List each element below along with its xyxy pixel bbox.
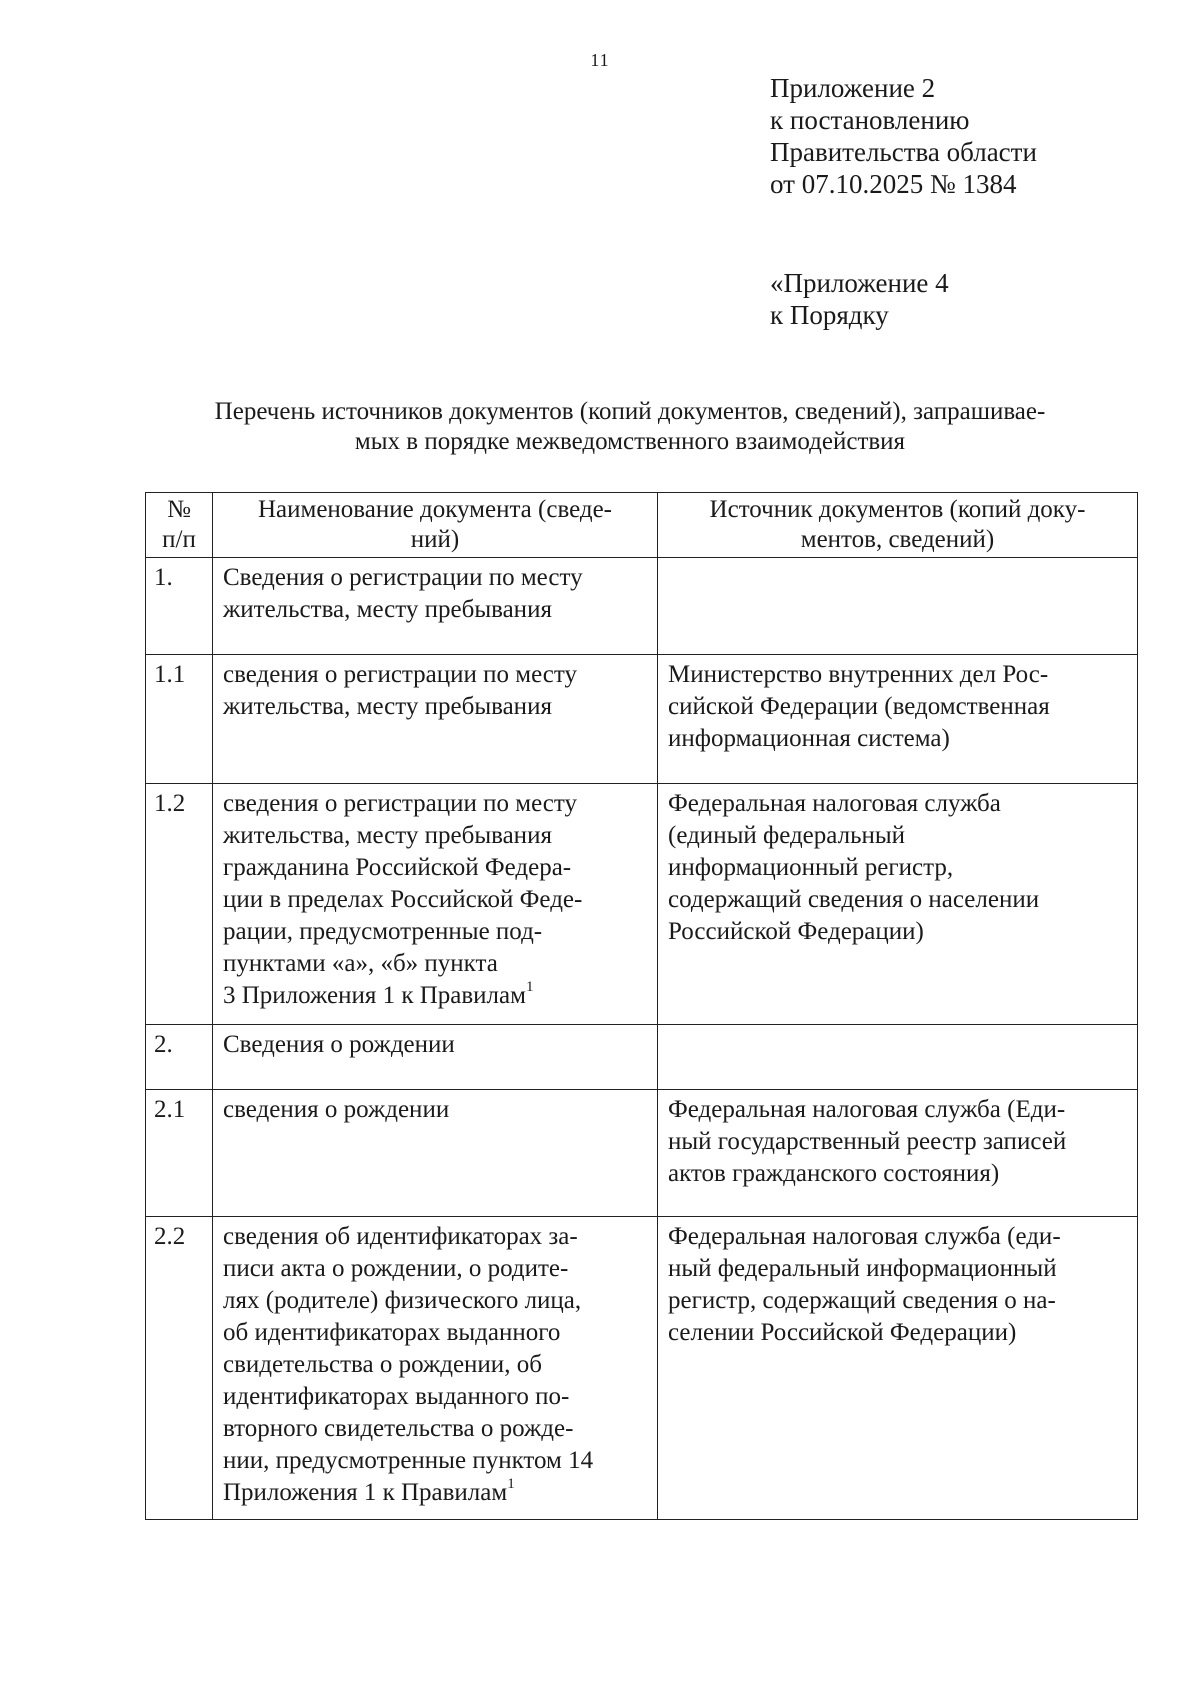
cell-line: Федеральная налоговая служба (Еди- bbox=[668, 1096, 1066, 1123]
cell-line: лях (родителе) физического лица, bbox=[223, 1287, 582, 1314]
cell-line: вторного свидетельства о рожде- bbox=[223, 1415, 574, 1442]
row-number: 1. bbox=[146, 558, 213, 655]
row-source bbox=[658, 1025, 1138, 1090]
cell-line: регистр, содержащий сведения о на- bbox=[668, 1287, 1056, 1314]
cell-line: жительства, месту пребывания bbox=[223, 596, 552, 623]
cell-text: 3 Приложения 1 к Правилам bbox=[223, 982, 526, 1009]
cell-line: гражданина Российской Федера- bbox=[223, 854, 572, 881]
row-document-name bbox=[213, 1025, 658, 1090]
row-source bbox=[658, 558, 1138, 655]
cell-line: нии, предусмотренные пунктом 14 bbox=[223, 1447, 594, 1474]
header-line: ний) bbox=[410, 526, 460, 553]
header-line: Наименование документа (сведе- bbox=[257, 496, 613, 523]
row-number: 1.2 bbox=[146, 784, 213, 1025]
cell-line: селении Российской Федерации) bbox=[668, 1319, 1017, 1346]
row-source bbox=[658, 1090, 1138, 1217]
cell-line: идентификаторах выданного по- bbox=[223, 1383, 570, 1410]
cell-line: актов гражданского состояния) bbox=[668, 1160, 1000, 1187]
header-number bbox=[146, 493, 213, 558]
cell-line: рации, предусмотренные под- bbox=[223, 918, 543, 945]
row-source bbox=[658, 784, 1138, 1025]
appendix-line: Приложение 2 bbox=[770, 73, 936, 103]
table-header-row bbox=[146, 493, 1138, 558]
appendix-line: от 07.10.2025 № 1384 bbox=[770, 169, 1017, 199]
table-row bbox=[146, 1090, 1138, 1217]
page-number: 11 bbox=[590, 50, 610, 70]
title-line: Перечень источников документов (копий документов, сведений), запрашивае- bbox=[214, 398, 1046, 425]
cell-line: Федеральная налоговая служба (еди- bbox=[668, 1223, 1061, 1250]
sources-table bbox=[145, 492, 1138, 1520]
cell-line: сведения об идентификаторах за- bbox=[223, 1223, 578, 1250]
cell-line: ции в пределах Российской Феде- bbox=[223, 886, 583, 913]
cell-line: свидетельства о рождении, об bbox=[223, 1351, 542, 1378]
row-source bbox=[658, 655, 1138, 784]
footnote-marker: 1 bbox=[507, 1476, 515, 1492]
cell-line: (единый федеральный bbox=[668, 822, 906, 849]
table-row bbox=[146, 558, 1138, 655]
row-source bbox=[658, 1217, 1138, 1520]
cell-line: сийской Федерации (ведомственная bbox=[668, 693, 1050, 720]
cell-line bbox=[223, 980, 647, 1012]
document-title bbox=[130, 397, 1130, 457]
cell-line: Министерство внутренних дел Рос- bbox=[668, 661, 1049, 688]
cell-line: содержащий сведения о населении bbox=[668, 886, 1040, 913]
header-document-name bbox=[213, 493, 658, 558]
row-number: 2.1 bbox=[146, 1090, 213, 1217]
table-row bbox=[146, 1217, 1138, 1520]
appendix-reference bbox=[770, 267, 949, 331]
cell-line: информационный регистр, bbox=[668, 854, 954, 881]
header-source bbox=[658, 493, 1138, 558]
header-line: ментов, сведений) bbox=[800, 526, 995, 553]
cell-line: сведения о регистрации по месту bbox=[223, 790, 577, 817]
cell-line: информационная система) bbox=[668, 725, 950, 752]
cell-line: писи акта о рождении, о родите- bbox=[223, 1255, 569, 1282]
row-number: 1.1 bbox=[146, 655, 213, 784]
cell-line: пунктами «а», «б» пункта bbox=[223, 950, 498, 977]
header-line: п/п bbox=[162, 526, 196, 553]
row-document-name bbox=[213, 655, 658, 784]
cell-line: жительства, месту пребывания bbox=[223, 693, 552, 720]
table-row bbox=[146, 1025, 1138, 1090]
cell-line: сведения о рождении bbox=[223, 1096, 450, 1123]
cell-line: ный федеральный информационный bbox=[668, 1255, 1057, 1282]
row-document-name bbox=[213, 784, 658, 1025]
row-document-name bbox=[213, 558, 658, 655]
cell-line: Сведения о регистрации по месту bbox=[223, 564, 583, 591]
appendix-header bbox=[770, 72, 1037, 200]
cell-line: Российской Федерации) bbox=[668, 918, 924, 945]
row-number: 2.2 bbox=[146, 1217, 213, 1520]
header-line: № bbox=[167, 496, 191, 523]
table-row bbox=[146, 655, 1138, 784]
footnote-marker: 1 bbox=[525, 979, 534, 995]
cell-line: Сведения о рождении bbox=[223, 1031, 455, 1058]
cell-line: жительства, месту пребывания bbox=[223, 822, 552, 849]
row-document-name bbox=[213, 1217, 658, 1520]
title-line: мых в порядке межведомственного взаимодействия bbox=[354, 428, 906, 455]
appendix-line: Правительства области bbox=[770, 137, 1037, 167]
cell-line bbox=[223, 1477, 647, 1509]
row-document-name bbox=[213, 1090, 658, 1217]
cell-line: Федеральная налоговая служба bbox=[668, 790, 1001, 817]
cell-line: ный государственный реестр записей bbox=[668, 1128, 1067, 1155]
cell-line: об идентификаторах выданного bbox=[223, 1319, 561, 1346]
appendix-line: к постановлению bbox=[770, 105, 970, 135]
table-row bbox=[146, 784, 1138, 1025]
header-line: Источник документов (копий доку- bbox=[709, 496, 1086, 523]
appendix-ref-line: «Приложение 4 bbox=[770, 268, 949, 298]
row-number: 2. bbox=[146, 1025, 213, 1090]
cell-text: Приложения 1 к Правилам bbox=[223, 1479, 508, 1506]
cell-line: сведения о регистрации по месту bbox=[223, 661, 577, 688]
appendix-ref-line: к Порядку bbox=[770, 300, 889, 330]
